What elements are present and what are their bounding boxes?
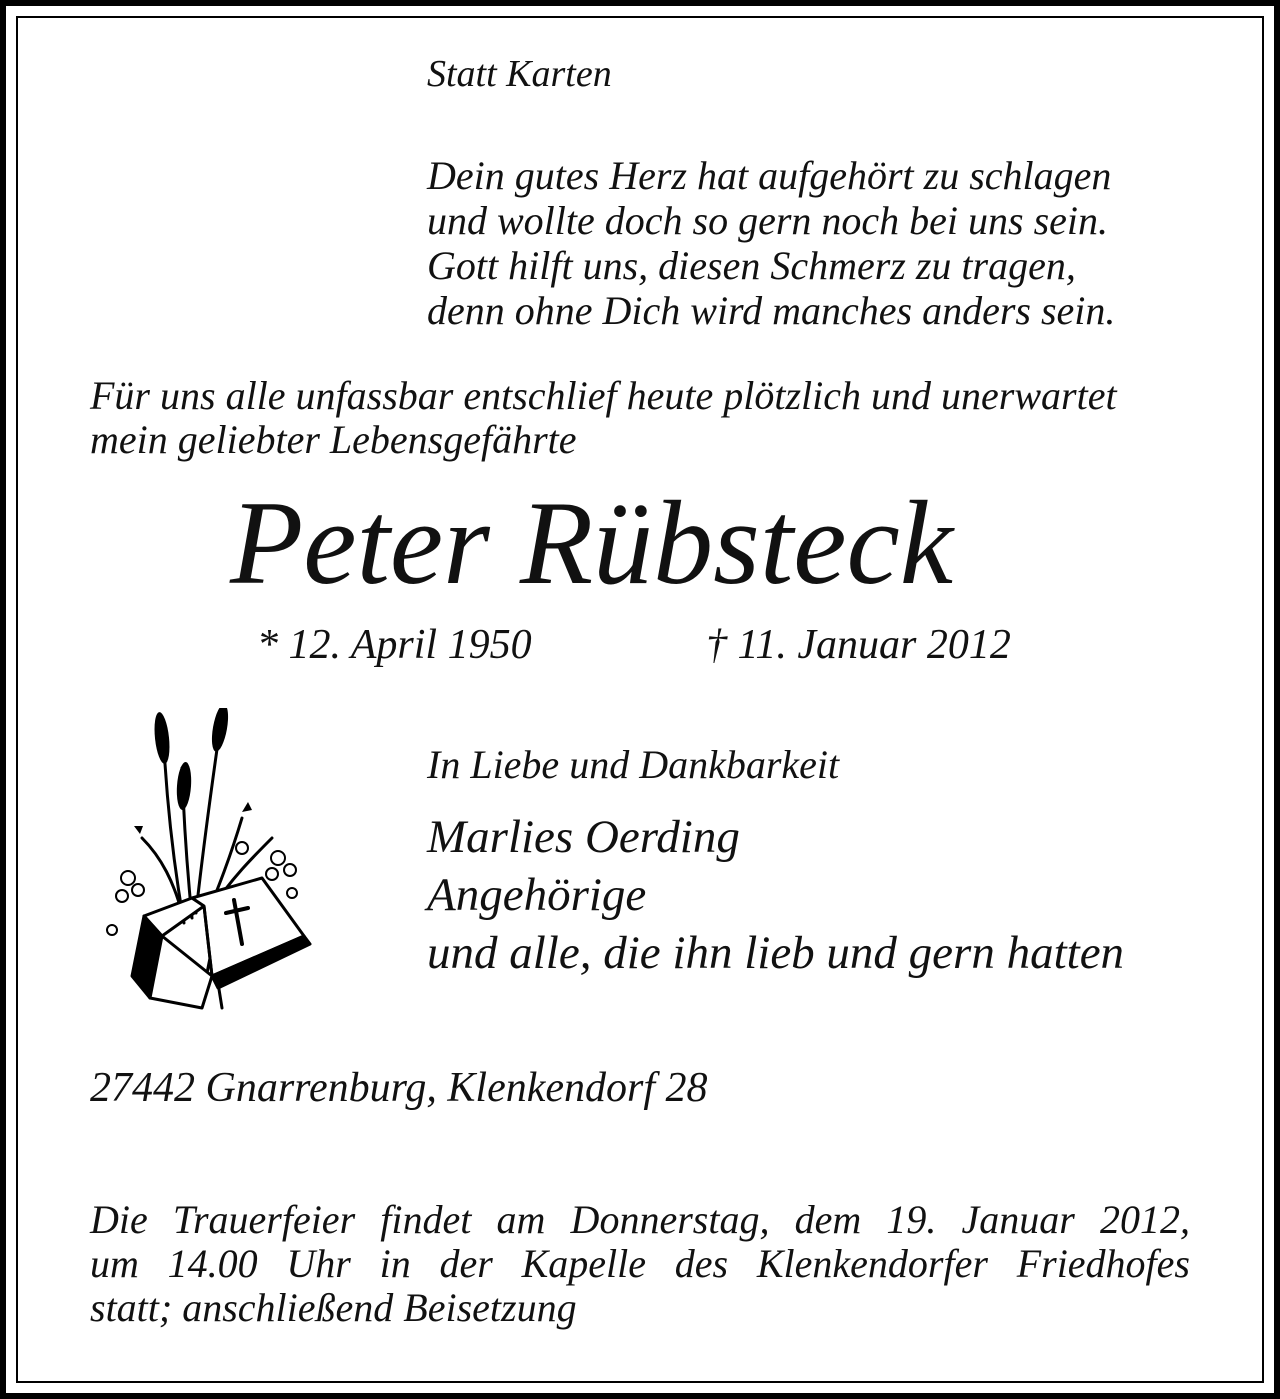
ceremony-line: statt; anschließend Beisetzung [90,1285,577,1330]
bible-with-cross-and-wheat-icon [92,708,322,1018]
mourners-list [427,808,1124,982]
poem-line: Gott hilft uns, diesen Schmerz zu tragen, [427,243,1076,288]
mourner-line: Marlies Oerding [427,811,740,863]
ceremony-line: um 14.00 Uhr in der Kapelle des Klenkendorfer Friedhofes [90,1241,1190,1286]
birth-date: * 12. April 1950 [257,622,532,668]
poem-line: Dein gutes Herz hat aufgehört zu schlagen [427,153,1112,198]
intro-line: Für uns alle unfassbar entschlief heute plötzlich und unerwartet [90,373,1117,418]
intro-line: mein geliebter Lebensgefährte [90,417,577,462]
mourner-line: Angehörige [427,869,647,921]
mourner-line: und alle, die ihn lieb und gern hatten [427,927,1125,979]
ceremony-line: Die Trauerfeier findet am Donnerstag, dem 19. Januar 2012, [90,1197,1190,1242]
poem-line: denn ohne Dich wird manches anders sein. [427,288,1116,333]
poem [427,153,1115,333]
deceased-name: Peter Rübsteck [230,476,953,609]
statt-karten: Statt Karten [427,53,612,95]
address: 27442 Gnarrenburg, Klenkendorf 28 [90,1065,708,1111]
intro-text [90,374,1117,462]
poem-line: und wollte doch so gern noch bei uns sein. [427,198,1109,243]
ceremony-info [90,1198,1190,1330]
mourners-intro: In Liebe und Dankbarkeit [427,742,840,787]
death-date: † 11. Januar 2012 [706,622,1011,668]
